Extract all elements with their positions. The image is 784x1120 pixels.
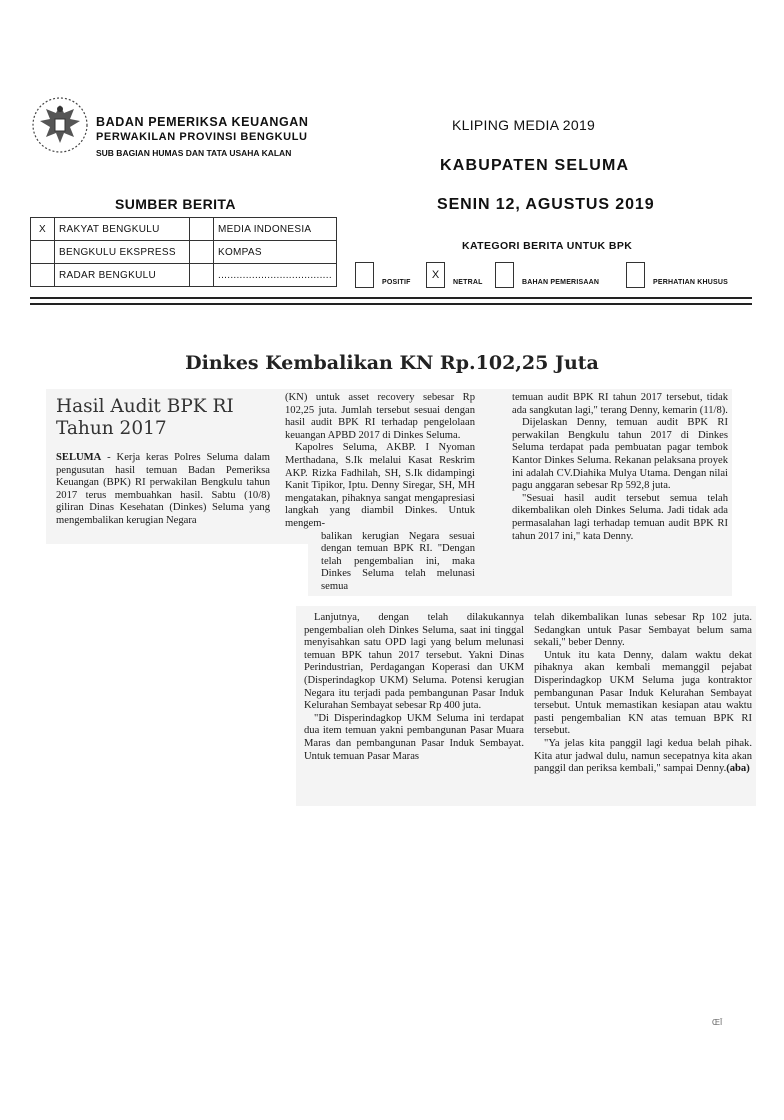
source-name: MEDIA INDONESIA [214,218,337,241]
article-kicker: Hasil Audit BPK RI Tahun 2017 [56,396,234,439]
kategori-checkbox: X [426,262,445,288]
source-checkbox [190,241,214,264]
paragraph: Lanjutnya, dengan telah dilakukannya pengembalian oleh Dinkes Seluma, saat ini tinggal menyisahkan satu OPD lagi yang belum melunasi temuan BPK tahun 2017 tersebut. Yakni Dinas Perindustrian, Perdagangan Koperasi dan UKM (Disperindagkop UKM) Seluma. Potensi kerugian Negara itu terjadi pada pembangunan Pasar Induk Kelurahan Sembayat sebesar Rp 400 juta. [304,612,524,712]
source-checkbox [31,241,55,264]
org-name: BADAN PEMERIKSA KEUANGAN [96,115,309,129]
paragraph: Untuk itu kata Denny, dalam waktu dekat pihaknya akan kembali memanggil pejabat Disperindagkop UKM Seluma juga kontraktor pembangunan Pasar Induk Kelurahan Sembayat tersebut. Untuk memastikan kesiapan atau waktu pasti pengembalian KN atas temuan BPK RI tersebut. [534,649,752,737]
source-name: RADAR BENGKULU [55,264,190,287]
sumber-berita-table [30,217,337,287]
kategori-title: KATEGORI BERITA UNTUK BPK [462,240,633,252]
clipping-date: SENIN 12, AGUSTUS 2019 [437,196,655,213]
sumber-berita-title: SUMBER BERITA [115,196,236,212]
source-checkbox [190,218,214,241]
divider [30,303,752,305]
paragraph: "Ya jelas kita panggil lagi kedua belah pihak. Kita atur jadwal dulu, namun secepatnya kita akan panggil dan periksa kembali," sampai Denny. [534,737,752,775]
article-headline: Dinkes Kembalikan KN Rp.102,25 Juta [185,352,599,374]
source-checkbox [190,264,214,287]
org-subdivision: SUB BAGIAN HUMAS DAN TATA USAHA KALAN [96,148,292,158]
article-column-4 [304,612,524,763]
kategori-label: POSITIF [382,279,411,286]
article-column-5 [534,612,752,776]
kategori-label: PERHATIAN KHUSUS [653,279,729,286]
paragraph: - Kerja keras Polres Seluma dalam pengusutan hasil temuan Badan Pemeriksa Keuangan (BPK) RI perwakilan Bengkulu tahun 2017 terus membuahkan hasil. Sabtu (10/8) giliran Dinas Kesehatan (Dinkes) Seluma yang mengembalikan kerugian Negara [56,452,270,526]
source-checkbox [31,264,55,287]
author-signature: (aba) [726,763,750,775]
kategori-checkbox [495,262,514,288]
org-block [96,114,309,161]
kategori-perhatian-khusus [626,262,728,288]
source-name: RAKYAT BENGKULU [55,218,190,241]
kategori-label: BAHAN PEMERISAAN [522,279,600,286]
kabupaten-title: KABUPATEN SELUMA [440,157,630,174]
paragraph: temuan audit BPK RI tahun 2017 tersebut, tidak ada sangkutan lagi," terang Denny, kemarin (11/8). [512,392,728,416]
source-name: ..................................... [214,264,337,287]
paragraph: Kapolres Seluma, AKBP. I Nyoman Merthadana, S.Ik melalui Kasat Reskrim AKP. Rizka Fadhilah, SH, S.Ik didampingi Kanit Tipikor, Iptu. Denny Siregar, SH, MH mengatakan, pihaknya sangat mengapresiasi langkah yang diambil Dinkes. Untuk mengem- [285,442,475,529]
article-column-3 [512,392,728,543]
divider [30,297,752,299]
table-row [31,264,337,287]
source-checkbox: X [31,218,55,241]
article-column-1 [56,452,270,528]
article-column-2 [285,392,475,594]
kategori-checkbox [355,262,374,288]
paragraph: balikan kerugian Negara sesuai dengan temuan BPK RI. "Dengan telah pengembalian ini, maka Dinkes Seluma telah melunasi semua [321,530,475,592]
paragraph: "Sesuai hasil audit tersebut semua telah dikembalikan oleh Dinkes Seluma. Jadi tidak ada permasalahan lagi terhadap temuan audit BPK RI tahun 2017 ini," kata Denny. [512,492,728,542]
org-branch: PERWAKILAN PROVINSI BENGKULU [96,131,308,143]
kategori-label: NETRAL [453,279,483,286]
kategori-positif [355,262,411,288]
paragraph: Dijelaskan Denny, temuan audit BPK RI perwakilan Bengkulu tahun 2017 di Dinkes Seluma terdapat pada pembuatan pagar tembok Kantor Dinkes Seluma. Rekanan pelaksana proyek ini adalah CV.Diahika Mulya Utama. Dengan nilai pagu anggaran sebesar Rp 592,8 juta. [512,417,728,492]
paragraph: (KN) untuk asset recovery sebesar Rp 102,25 juta. Jumlah tersebut sesuai dengan hasil audit BPK RI terhadap pengelolaan keuangan APBD 2017 di Dinkes Seluma. [285,392,475,441]
page-mark: ŒĪ [712,1018,723,1027]
garuda-emblem-logo [30,95,90,155]
kategori-netral [426,262,483,288]
source-name: KOMPAS [214,241,337,264]
source-name: BENGKULU EKSPRESS [55,241,190,264]
kategori-bahan-pemeriksaan [495,262,599,288]
dateline: SELUMA [56,452,102,463]
paragraph: "Di Disperindagkop UKM Seluma ini terdapat dua item temuan yakni pembangunan Pasar Muara Maras dan pembangunan Pasar Induk Sembayat. Untuk temuan Pasar Maras [304,712,524,762]
kategori-checkbox [626,262,645,288]
paragraph: telah dikembalikan lunas sebesar Rp 102 juta. Sedangkan untuk Pasar Sembayat belum sama sekali," beber Denny. [534,612,752,649]
table-row [31,218,337,241]
table-row [31,241,337,264]
kliping-title: KLIPING MEDIA 2019 [452,117,596,133]
